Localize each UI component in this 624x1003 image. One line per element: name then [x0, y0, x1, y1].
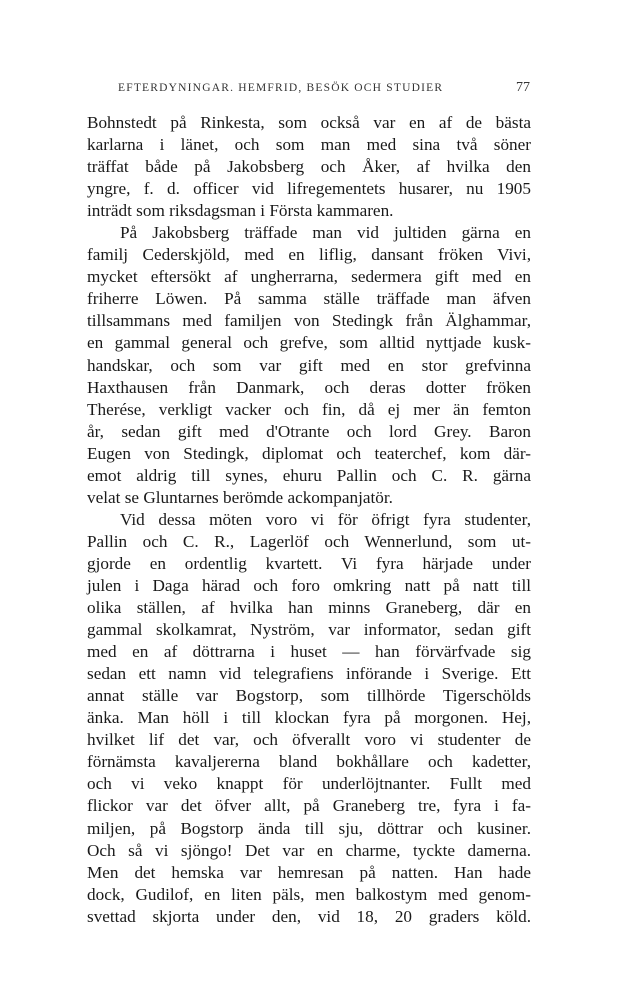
text-line: emot aldrig till synes, ehuru Pallin och C. R. gärna [87, 465, 531, 485]
text-line: flickor var det öfver allt, på Graneberg tre, fyra i fa- [87, 796, 531, 816]
text-line: en gammal general och grefve, som alltid nyttjade kusk- [87, 333, 531, 353]
text-line: och vi veko knappt för underlöjtnanter. Fullt med [87, 774, 531, 794]
text-line: julen i Daga härad och foro omkring natt på natt till [87, 575, 531, 595]
text-line: friherre Löwen. På samma ställe träffade man äfven [87, 289, 531, 309]
text-line: inträdt som riksdagsman i Första kammaren. [87, 201, 394, 221]
running-title: EFTERDYNINGAR. HEMFRID, BESÖK OCH STUDIER [118, 82, 444, 94]
text-line: änka. Man höll i till klockan fyra på morgonen. Hej, [87, 708, 531, 728]
body-text [87, 112, 531, 928]
text-line: Vid dessa möten voro vi för öfrigt fyra studenter, [120, 509, 531, 529]
text-line: velat se Gluntarnes berömde ackompanjatör. [87, 487, 393, 507]
page-number: 77 [516, 80, 530, 95]
text-line: Eugen von Stedingk, diplomat och teaterchef, kom där- [87, 443, 531, 463]
running-header [118, 80, 530, 98]
text-line: år, sedan gift med d'Otrante och lord Grey. Baron [87, 421, 531, 441]
text-line: På Jakobsberg träffade man vid jultiden gärna en [120, 223, 531, 243]
text-line: Men det hemska var hemresan på natten. Han hade [87, 862, 531, 882]
text-line: familj Cederskjöld, med en liflig, dansant fröken Vivi, [87, 245, 531, 265]
text-line: Haxthausen från Danmark, och deras dotter fröken [87, 377, 531, 397]
text-line: tillsammans med familjen von Stedingk från Älghammar, [87, 311, 531, 331]
text-line: olika ställen, af hvilka han minns Graneberg, där en [87, 598, 531, 618]
text-line: hvilket lif det var, och öfverallt voro vi studenter de [87, 730, 531, 750]
text-line: sedan ett namn vid telegrafiens införande i Sverige. Ett [87, 664, 531, 684]
text-line: träffat både på Jakobsberg och Åker, af hvilka den [87, 157, 531, 177]
text-line: Och så vi sjöngo! Det var en charme, tyckte damerna. [87, 840, 531, 860]
text-line: gjorde en ordentlig kvartett. Vi fyra härjade under [87, 553, 531, 573]
text-line: gammal skolkamrat, Nyström, var informator, sedan gift [87, 620, 531, 640]
text-line: karlarna i länet, och som man med sina två söner [87, 135, 531, 155]
text-line: Bohnstedt på Rinkesta, som också var en af de bästa [87, 113, 531, 132]
text-line: Pallin och C. R., Lagerlöf och Wennerlund, som ut- [87, 531, 531, 551]
text-line: handskar, och som var gift med en stor grefvinna [87, 355, 531, 375]
text-line: mycket eftersökt af ungherrarna, sedermera gift med en [87, 267, 531, 287]
text-line: med en af döttrarna i huset — han förvärfvade sig [87, 642, 531, 662]
text-line: miljen, på Bogstorp ända till sju, döttrar och kusiner. [87, 818, 531, 838]
text-line: dock, Gudilof, en liten päls, men balkostym med genom- [87, 884, 531, 904]
text-line: Therése, verkligt vacker och fin, då ej mer än femton [87, 399, 531, 419]
text-line: förnämsta kavaljererna bland bokhållare och kadetter, [87, 752, 531, 772]
text-line: yngre, f. d. officer vid lifregementets husarer, nu 1905 [87, 179, 531, 199]
text-line: annat ställe var Bogstorp, som tillhörde Tigerschölds [87, 686, 531, 706]
text-line: svettad skjorta under den, vid 18, 20 graders köld. [87, 906, 531, 926]
